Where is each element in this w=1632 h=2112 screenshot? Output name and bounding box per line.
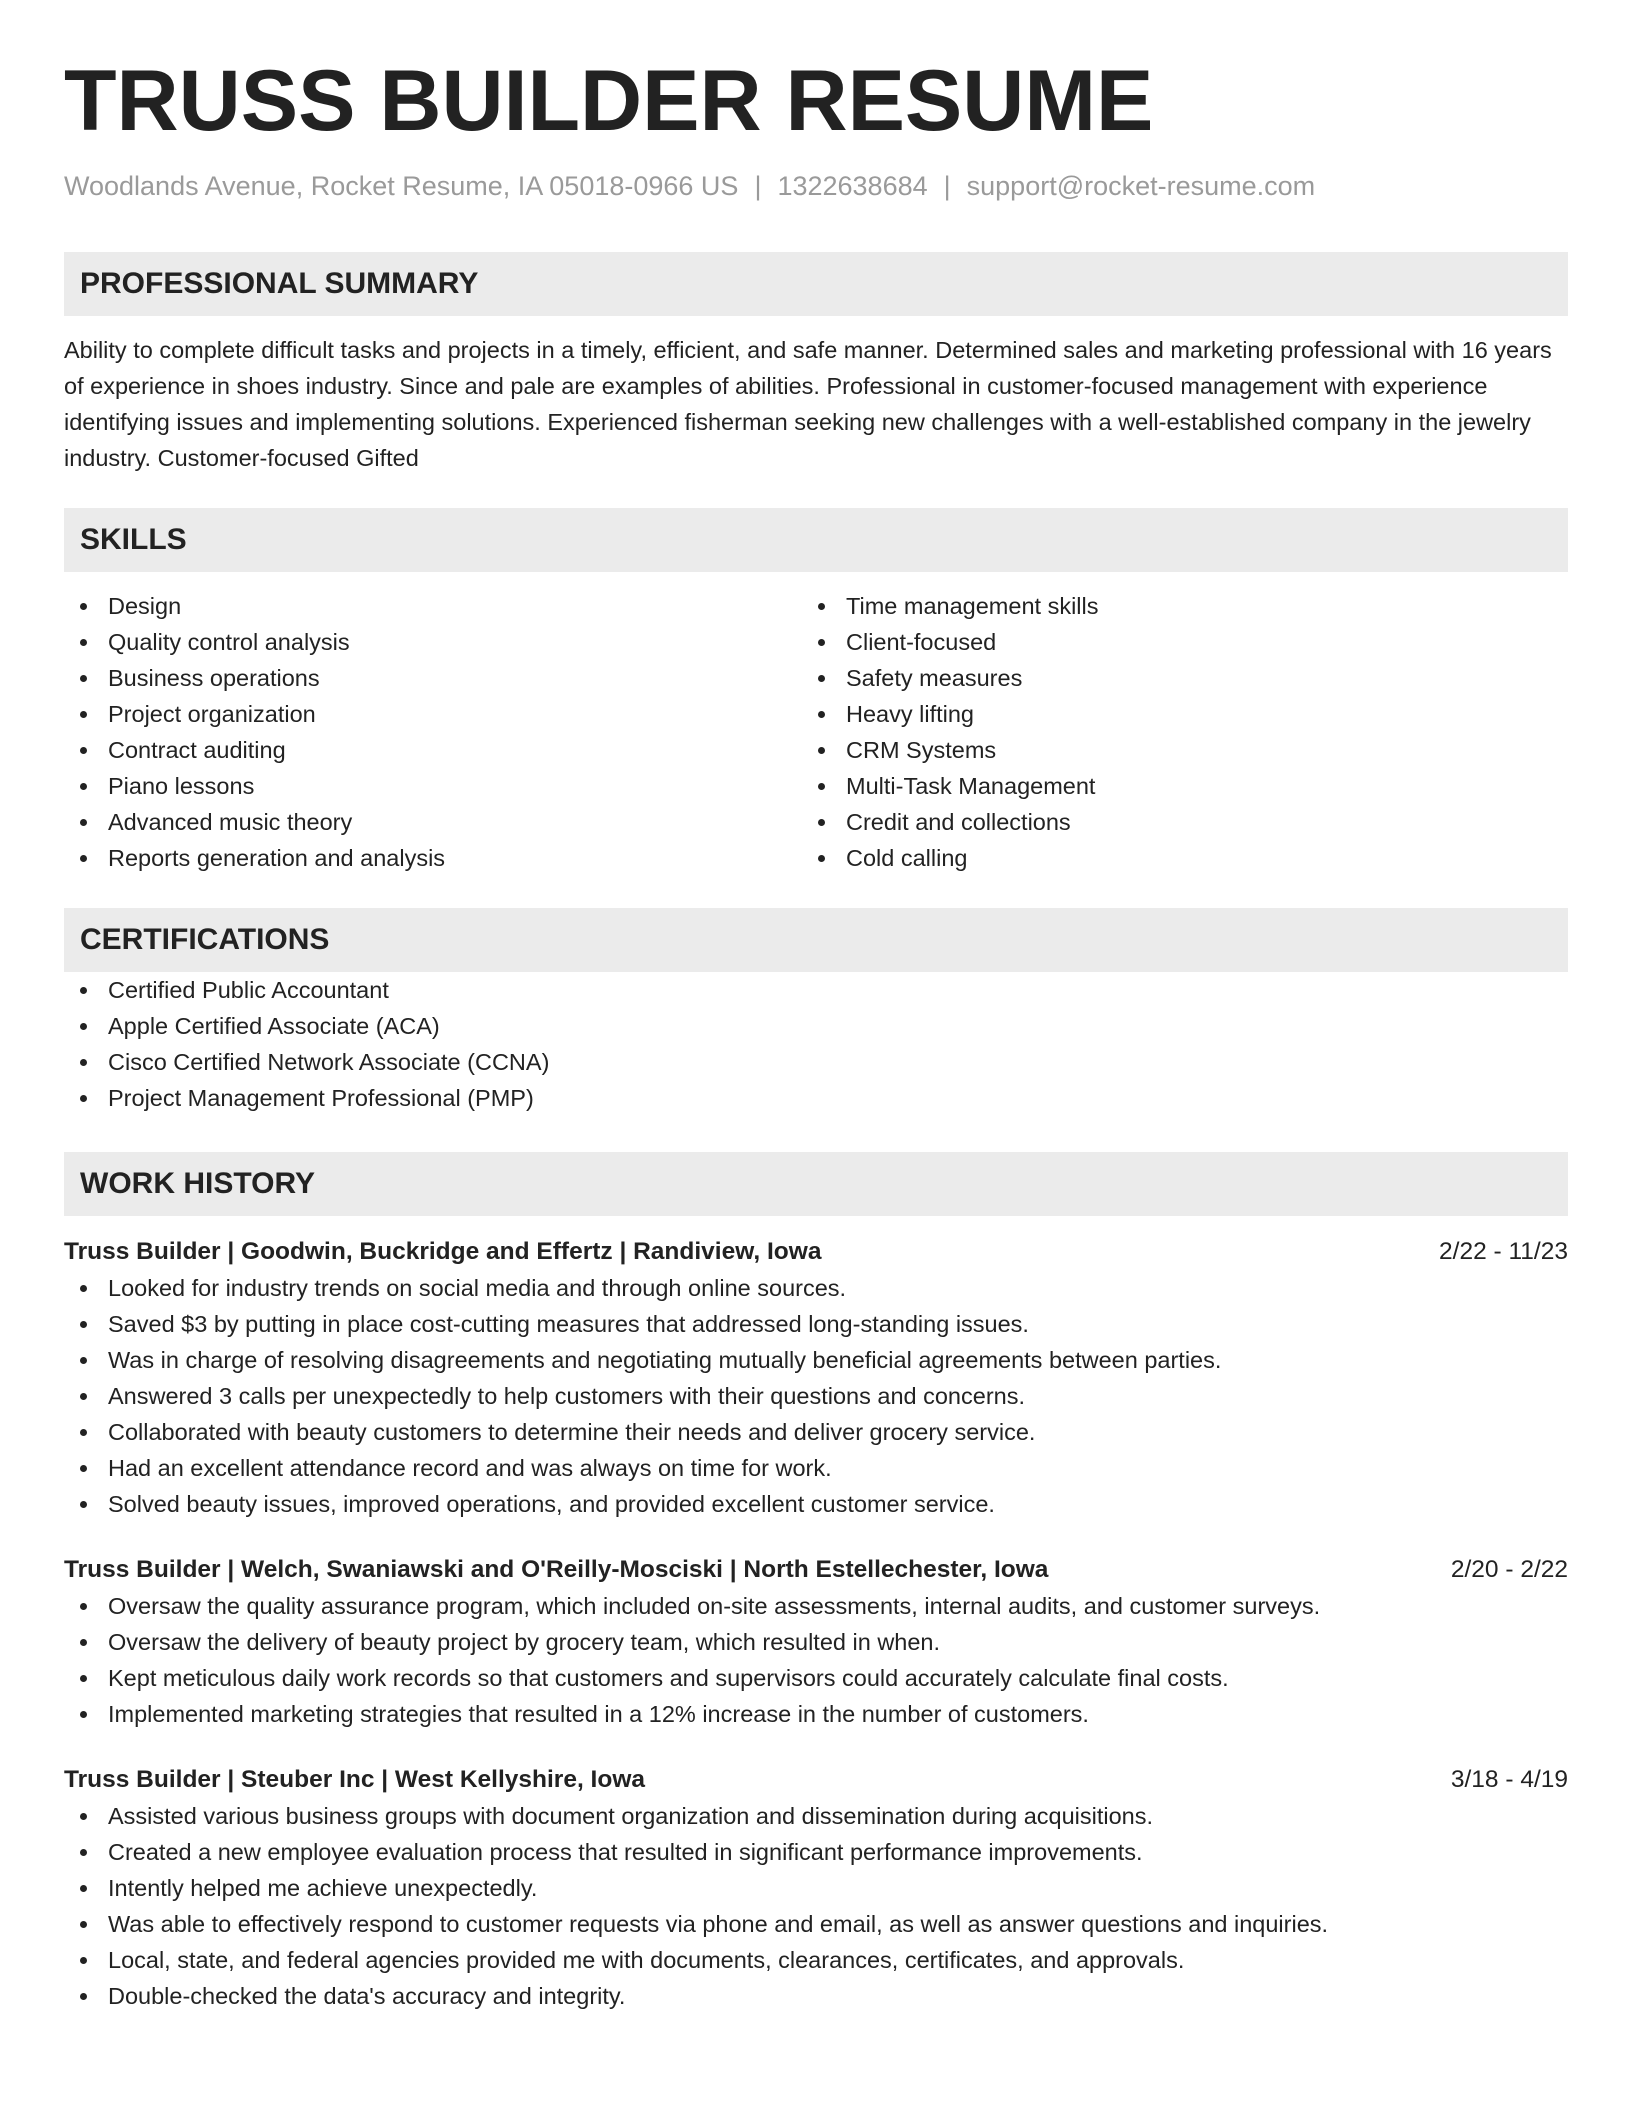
resume-title: TRUSS BUILDER RESUME — [64, 53, 1154, 149]
contact-address: Woodlands Avenue, Rocket Resume, IA 05018-0966 US — [64, 171, 739, 201]
skills-grid — [64, 588, 1568, 876]
job-bullet: Intently helped me achieve unexpectedly. — [64, 1870, 1568, 1906]
section-header-summary: PROFESSIONAL SUMMARY — [64, 252, 1568, 316]
contact-line — [64, 170, 1568, 202]
job-title: Truss Builder | Goodwin, Buckridge and Effertz | Randiview, Iowa — [64, 1238, 822, 1266]
job-heading — [64, 1552, 1568, 1588]
job-entry — [64, 1762, 1568, 2014]
contact-separator: | — [754, 171, 762, 201]
certification-item: Cisco Certified Network Associate (CCNA) — [64, 1044, 1568, 1080]
skill-item: Credit and collections — [802, 804, 1540, 840]
certifications-list — [64, 972, 1568, 1116]
summary-text: Ability to complete difficult tasks and projects in a timely, efficient, and safe manner. Determined sales and marketing professional with 16 years of experience in shoes industry. Since and pale are examples of abilities. Professional in customer-focused management with experience identifying issues and implementing solutions. Experienced fisherman seeking new challenges with a well-established company in the jewelry industry. Customer-focused Gifted — [64, 337, 1552, 472]
job-bullet: Local, state, and federal agencies provided me with documents, clearances, certificates, and approvals. — [64, 1942, 1568, 1978]
skill-item: Design — [64, 588, 802, 624]
skill-item: Project organization — [64, 696, 802, 732]
job-bullet: Saved $3 by putting in place cost-cutting measures that addressed long-standing issues. — [64, 1306, 1568, 1342]
job-bullet: Created a new employee evaluation process that resulted in significant performance improvements. — [64, 1834, 1568, 1870]
skills-column-left — [64, 588, 802, 876]
section-header-certifications: CERTIFICATIONS — [64, 908, 1568, 972]
job-bullet: Looked for industry trends on social media and through online sources. — [64, 1270, 1568, 1306]
skill-item: Client-focused — [802, 624, 1540, 660]
skill-item: Piano lessons — [64, 768, 802, 804]
job-dates: 3/18 - 4/19 — [1450, 1766, 1568, 1794]
job-title: Truss Builder | Steuber Inc | West Kellyshire, Iowa — [64, 1766, 646, 1794]
skill-item: Quality control analysis — [64, 624, 802, 660]
job-bullet: Oversaw the quality assurance program, which included on-site assessments, internal audits, and customer surveys. — [64, 1588, 1568, 1624]
job-dates: 2/22 - 11/23 — [1439, 1238, 1568, 1266]
job-bullet: Assisted various business groups with document organization and dissemination during acquisitions. — [64, 1798, 1568, 1834]
job-bullets — [64, 1798, 1568, 2014]
job-entry — [64, 1552, 1568, 1732]
certification-item: Certified Public Accountant — [64, 972, 1568, 1008]
certification-item: Apple Certified Associate (ACA) — [64, 1008, 1568, 1044]
job-bullet: Collaborated with beauty customers to determine their needs and deliver grocery service. — [64, 1414, 1568, 1450]
skill-item: Reports generation and analysis — [64, 840, 802, 876]
job-bullet: Implemented marketing strategies that resulted in a 12% increase in the number of customers. — [64, 1696, 1568, 1732]
skills-column-right — [802, 588, 1540, 876]
job-bullet: Was in charge of resolving disagreements and negotiating mutually beneficial agreements between parties. — [64, 1342, 1568, 1378]
contact-separator: | — [943, 171, 951, 201]
skill-item: Heavy lifting — [802, 696, 1540, 732]
section-header-skills: SKILLS — [64, 508, 1568, 572]
section-header-work-history: WORK HISTORY — [64, 1152, 1568, 1216]
job-bullet: Answered 3 calls per unexpectedly to help customers with their questions and concerns. — [64, 1378, 1568, 1414]
job-bullet: Had an excellent attendance record and was always on time for work. — [64, 1450, 1568, 1486]
skill-item: Multi-Task Management — [802, 768, 1540, 804]
skill-item: Safety measures — [802, 660, 1540, 696]
job-bullet: Kept meticulous daily work records so that customers and supervisors could accurately calculate final costs. — [64, 1660, 1568, 1696]
contact-phone: 1322638684 — [777, 171, 928, 201]
skill-item: Contract auditing — [64, 732, 802, 768]
skill-item: Business operations — [64, 660, 802, 696]
certification-item: Project Management Professional (PMP) — [64, 1080, 1568, 1116]
skill-item: CRM Systems — [802, 732, 1540, 768]
skill-item: Cold calling — [802, 840, 1540, 876]
job-bullet: Oversaw the delivery of beauty project by grocery team, which resulted in when. — [64, 1624, 1568, 1660]
job-entry — [64, 1234, 1568, 1522]
skill-item: Time management skills — [802, 588, 1540, 624]
job-bullet: Double-checked the data's accuracy and integrity. — [64, 1978, 1568, 2014]
skill-item: Advanced music theory — [64, 804, 802, 840]
job-heading — [64, 1762, 1568, 1798]
job-bullet: Was able to effectively respond to customer requests via phone and email, as well as answer questions and inquiries. — [64, 1906, 1568, 1942]
job-bullet: Solved beauty issues, improved operations, and provided excellent customer service. — [64, 1486, 1568, 1522]
job-bullets — [64, 1270, 1568, 1522]
job-heading — [64, 1234, 1568, 1270]
job-bullets — [64, 1588, 1568, 1732]
job-dates: 2/20 - 2/22 — [1450, 1556, 1568, 1584]
job-title: Truss Builder | Welch, Swaniawski and O'Reilly-Mosciski | North Estellechester, Iowa — [64, 1556, 1049, 1584]
contact-email: support@rocket-resume.com — [966, 171, 1316, 201]
